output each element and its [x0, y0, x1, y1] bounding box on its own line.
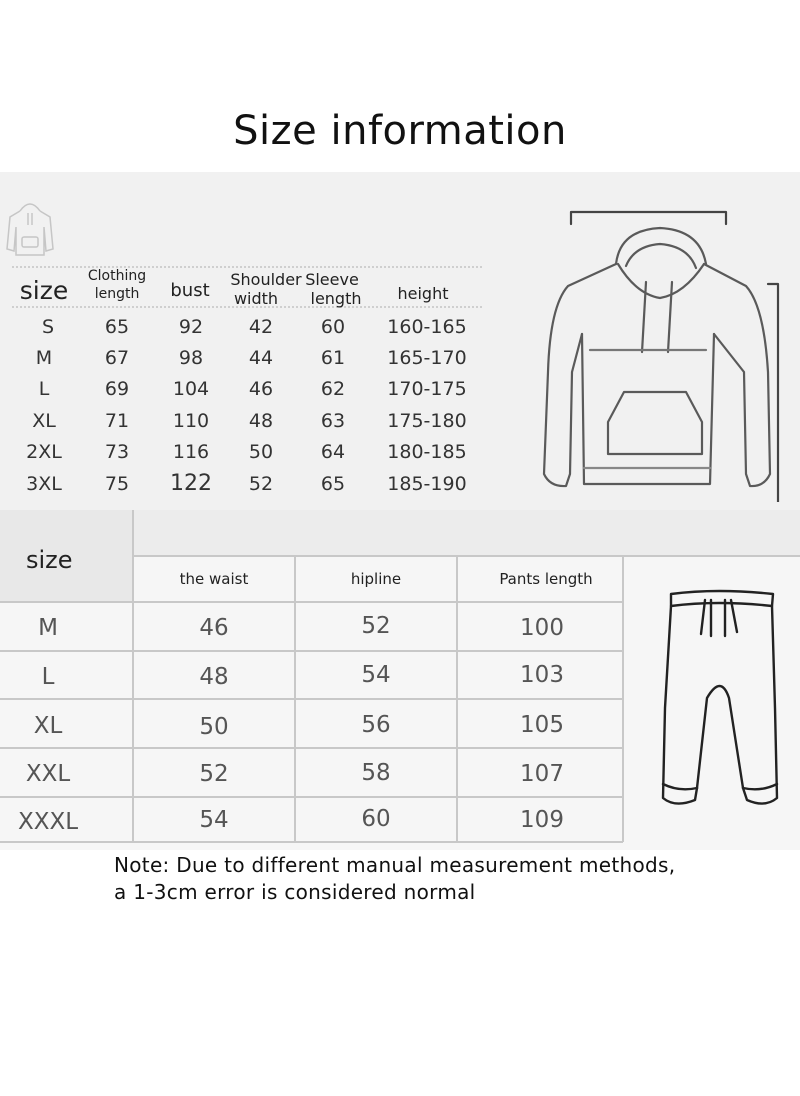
- cell-waist: 46: [199, 615, 229, 641]
- cell-sleeve: 60: [320, 316, 346, 338]
- cell-bust: 122: [170, 471, 212, 496]
- cell-pants-length: 105: [520, 712, 564, 738]
- cell-hipline: 58: [361, 760, 391, 786]
- hoodie-thumbnail-icon: [4, 197, 56, 259]
- cell-shoulder: 42: [248, 316, 274, 338]
- header-height: height: [397, 284, 449, 303]
- cell-clothing-length: 73: [104, 441, 130, 463]
- cell-shoulder: 52: [248, 473, 274, 495]
- cell-pants-length: 100: [520, 615, 564, 641]
- cell-shoulder: 46: [248, 378, 274, 400]
- header-shoulder-line1: Shoulder: [230, 270, 302, 289]
- cell-height: 165-170: [387, 347, 467, 369]
- hoodie-diagram-icon: [538, 202, 788, 502]
- cell-waist: 54: [199, 807, 229, 833]
- cell-height: 185-190: [387, 473, 467, 495]
- cell-bust: 116: [172, 441, 210, 463]
- header-clothing-length-line2: length: [94, 286, 140, 302]
- cell-height: 175-180: [387, 410, 467, 432]
- note-line-2: a 1-3cm error is considered normal: [114, 880, 476, 904]
- cell-clothing-length: 65: [104, 316, 130, 338]
- header-pants-length: Pants length: [499, 570, 593, 588]
- cell-hipline: 52: [361, 613, 391, 639]
- cell-shoulder: 50: [248, 441, 274, 463]
- header-size: size: [19, 276, 69, 305]
- cell-hipline: 60: [361, 806, 391, 832]
- cell-waist: 52: [199, 761, 229, 787]
- cell-size: XL: [32, 410, 56, 432]
- note-line-1: Note: Due to different manual measurement methods,: [114, 853, 676, 877]
- header-sleeve-line1: Sleeve: [305, 270, 359, 289]
- header-clothing-length-line1: Clothing: [87, 268, 147, 284]
- cell-bust: 98: [178, 347, 204, 369]
- header-size: size: [26, 546, 73, 574]
- cell-waist: 50: [199, 714, 229, 740]
- cell-size: L: [38, 378, 50, 400]
- pants-diagram-icon: [655, 588, 780, 820]
- cell-size: 2XL: [26, 441, 62, 463]
- cell-clothing-length: 67: [104, 347, 130, 369]
- cell-size: XL: [33, 713, 63, 739]
- cell-height: 180-185: [387, 441, 467, 463]
- cell-size: M: [35, 347, 53, 369]
- header-bust: bust: [170, 280, 210, 301]
- cell-clothing-length: 71: [104, 410, 130, 432]
- cell-size: S: [41, 316, 55, 338]
- cell-shoulder: 44: [248, 347, 274, 369]
- cell-size: XXL: [25, 761, 71, 787]
- cell-shoulder: 48: [248, 410, 274, 432]
- cell-sleeve: 62: [320, 378, 346, 400]
- cell-sleeve: 63: [320, 410, 346, 432]
- disclaimer-note: [114, 852, 774, 906]
- header-waist: the waist: [179, 570, 249, 588]
- cell-bust: 104: [172, 378, 210, 400]
- cell-hipline: 56: [361, 712, 391, 738]
- hoodie-size-panel: [0, 172, 800, 510]
- header-hipline: hipline: [350, 570, 402, 588]
- cell-bust: 92: [178, 316, 204, 338]
- cell-sleeve: 64: [320, 441, 346, 463]
- cell-bust: 110: [172, 410, 210, 432]
- cell-clothing-length: 69: [104, 378, 130, 400]
- cell-sleeve: 61: [320, 347, 346, 369]
- cell-hipline: 54: [361, 662, 391, 688]
- header-shoulder-line2: width: [233, 289, 279, 308]
- cell-pants-length: 109: [520, 807, 564, 833]
- cell-waist: 48: [199, 664, 229, 690]
- cell-size: XXXL: [17, 809, 79, 835]
- cell-pants-length: 107: [520, 761, 564, 787]
- cell-height: 170-175: [387, 378, 467, 400]
- cell-size: M: [38, 615, 58, 641]
- header-sleeve-line2: length: [310, 289, 362, 308]
- cell-sleeve: 65: [320, 473, 346, 495]
- cell-size: 3XL: [26, 473, 62, 495]
- cell-size: L: [41, 664, 55, 690]
- page-title: Size information: [233, 108, 567, 154]
- cell-pants-length: 103: [520, 662, 564, 688]
- cell-clothing-length: 75: [104, 473, 130, 495]
- pants-size-panel: [0, 510, 800, 850]
- cell-height: 160-165: [387, 316, 467, 338]
